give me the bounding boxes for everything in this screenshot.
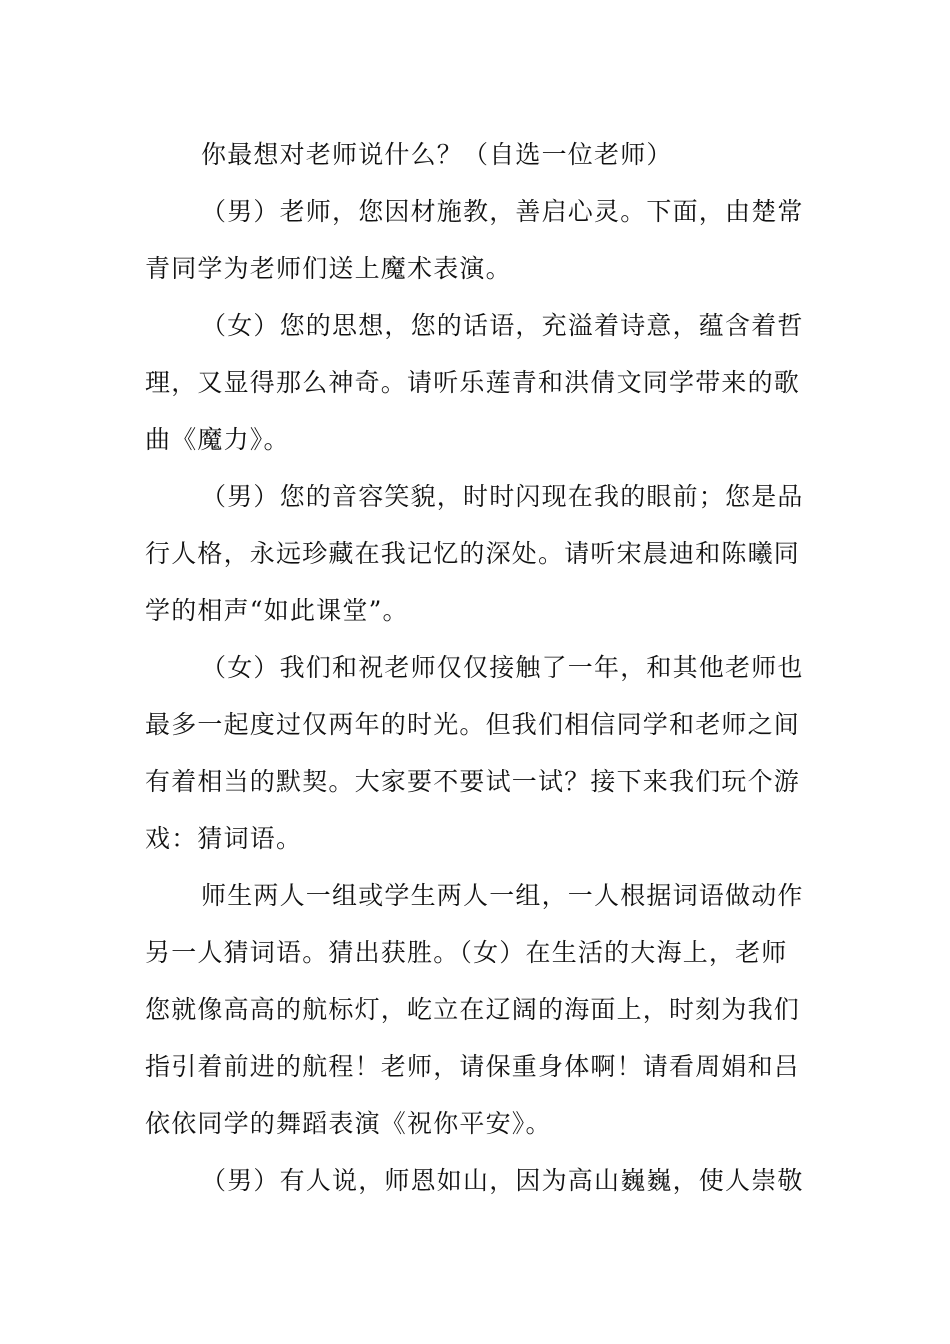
paragraph-line: （男）您的音容笑貌，时时闪现在我的眼前；您是品 xyxy=(201,482,804,511)
paragraph-line: 另一人猜词语。猜出获胜。（女）在生活的大海上，老师 xyxy=(145,938,788,967)
paragraph-line: 理，又显得那么神奇。请听乐莲青和洪倩文同学带来的歌 xyxy=(145,368,801,397)
paragraph-line: （女）您的思想，您的话语，充溢着诗意，蕴含着哲 xyxy=(201,311,804,340)
paragraph-line: 学的相声“如此课堂”。 xyxy=(145,596,409,625)
paragraph-line: 曲《魔力》。 xyxy=(145,425,290,454)
paragraph-line: （女）我们和祝老师仅仅接触了一年，和其他老师也 xyxy=(201,653,804,682)
paragraph-line: 你最想对老师说什么？（自选一位老师） xyxy=(201,140,673,169)
paragraph-line: 青同学为老师们送上魔术表演。 xyxy=(145,254,512,283)
paragraph-line: 指引着前进的航程！老师，请保重身体啊！请看周娟和吕 xyxy=(145,1052,801,1081)
paragraph-line: 有着相当的默契。大家要不要试一试？接下来我们玩个游 xyxy=(145,767,801,796)
paragraph-line: 最多一起度过仅两年的时光。但我们相信同学和老师之间 xyxy=(145,710,801,739)
document-body xyxy=(145,126,807,1209)
paragraph-line: （男）有人说，师恩如山，因为高山巍巍，使人崇敬 xyxy=(201,1166,804,1195)
paragraph-line: 依依同学的舞蹈表演《祝你平安》。 xyxy=(145,1109,552,1138)
paragraph-line: 戏：猜词语。 xyxy=(145,824,303,853)
paragraph-line: 师生两人一组或学生两人一组，一人根据词语做动作 xyxy=(201,881,804,910)
paragraph-line: 行人格，永远珍藏在我记忆的深处。请听宋晨迪和陈曦同 xyxy=(145,539,801,568)
paragraph-line: （男）老师，您因材施教，善启心灵。下面，由楚常 xyxy=(201,197,804,226)
paragraph-line: 您就像高高的航标灯，屹立在辽阔的海面上，时刻为我们 xyxy=(145,995,801,1024)
